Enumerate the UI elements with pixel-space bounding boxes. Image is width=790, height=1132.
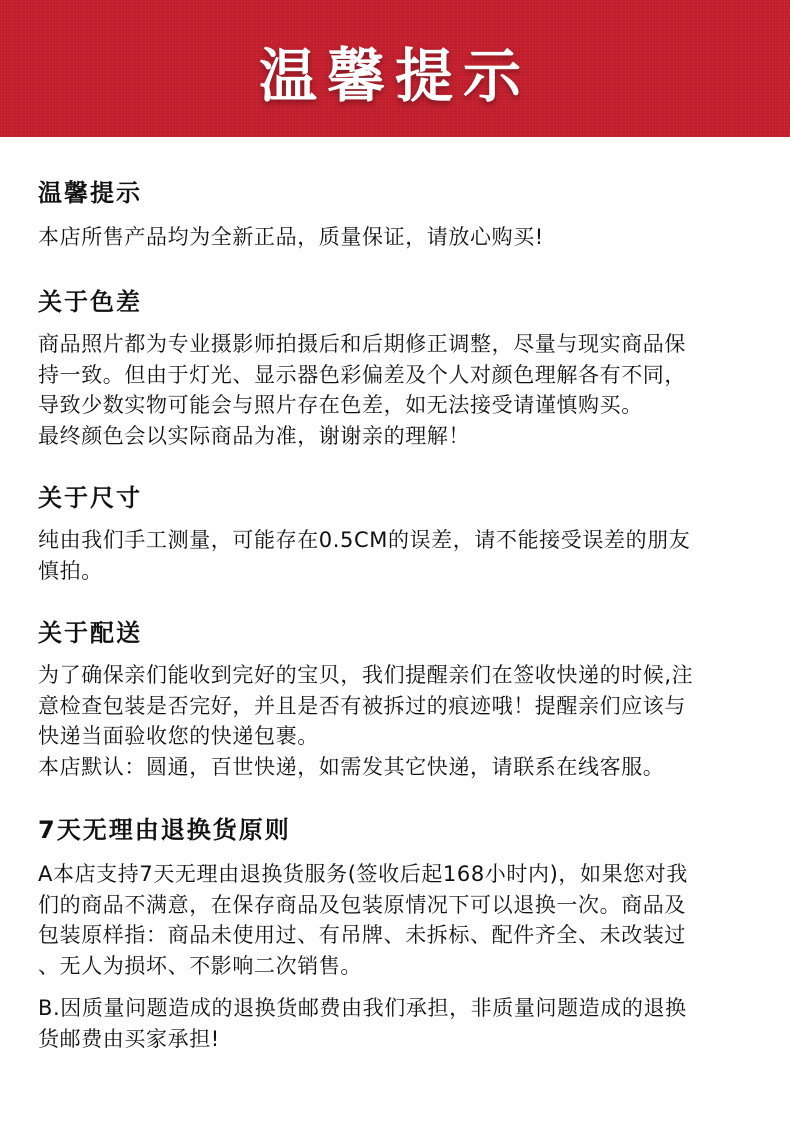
paragraph-line: 、无人为损坏、不影响二次销售。: [38, 953, 362, 978]
paragraph-line: 们的商品不满意，在保存商品及包装原情况下可以退换一次。商品及: [38, 892, 686, 917]
paragraph-line: 为了确保亲们能收到完好的宝贝，我们提醒亲们在签收快递的时候,注: [38, 663, 694, 687]
policy-paragraph-a: [38, 859, 758, 981]
paragraph-line: 慎拍。: [38, 558, 103, 583]
paragraph-line: 本店默认：圆通，百世快递，如需发其它快递，请联系在线客服。: [38, 754, 665, 779]
paragraph-line: 意检查包装是否完好，并且是否有被拆过的痕迹哦！提醒亲们应该与: [38, 693, 686, 718]
paragraph-line: 包装原样指：商品未使用过、有吊牌、未拆标、配件齐全、未改装过: [38, 923, 686, 947]
section-heading: 7天无理由退换货原则: [38, 816, 291, 844]
paragraph-line: 本店所售产品均为全新正品，质量保证，请放心购买!: [38, 225, 544, 249]
paragraph-line: A本店支持7天无理由退换货服务(签收后起168小时内)，如果您对我: [38, 862, 688, 886]
section-heading: 关于色差: [38, 288, 142, 316]
paragraph-line: 快递当面验收您的快递包裹。: [38, 724, 319, 748]
paragraph-line: B.因质量问题造成的退换货邮费由我们承担，非质量问题造成的退换: [38, 996, 687, 1020]
paragraph-line: 纯由我们手工测量，可能存在0.5CM的误差，请不能接受误差的朋友: [38, 528, 691, 552]
section-heading: 关于尺寸: [38, 484, 142, 512]
policy-paragraph-b: [38, 993, 758, 1054]
section-return-policy: [38, 815, 758, 1054]
paragraph-line: 导致少数实物可能会与照片存在色差，如无法接受请谨慎购买。: [38, 393, 643, 417]
banner-title: 温馨提示: [258, 41, 531, 110]
paragraph-line: 货邮费由买家承担!: [38, 1026, 220, 1051]
section-delivery: [38, 618, 758, 782]
section-notice: [38, 178, 758, 253]
section-heading: 关于配送: [38, 619, 142, 647]
section-color-difference: [38, 287, 758, 451]
section-heading: 温馨提示: [38, 179, 142, 207]
paragraph-line: 商品照片都为专业摄影师拍摄后和后期修正调整，尽量与现实商品保: [38, 332, 686, 356]
section-size: [38, 483, 758, 586]
paragraph-line: 最终颜色会以实际商品为准，谢谢亲的理解！: [38, 423, 470, 448]
header-banner: [0, 0, 790, 137]
paragraph-line: 持一致。但由于灯光、显示器色彩偏差及个人对颜色理解各有不同，: [38, 362, 686, 387]
